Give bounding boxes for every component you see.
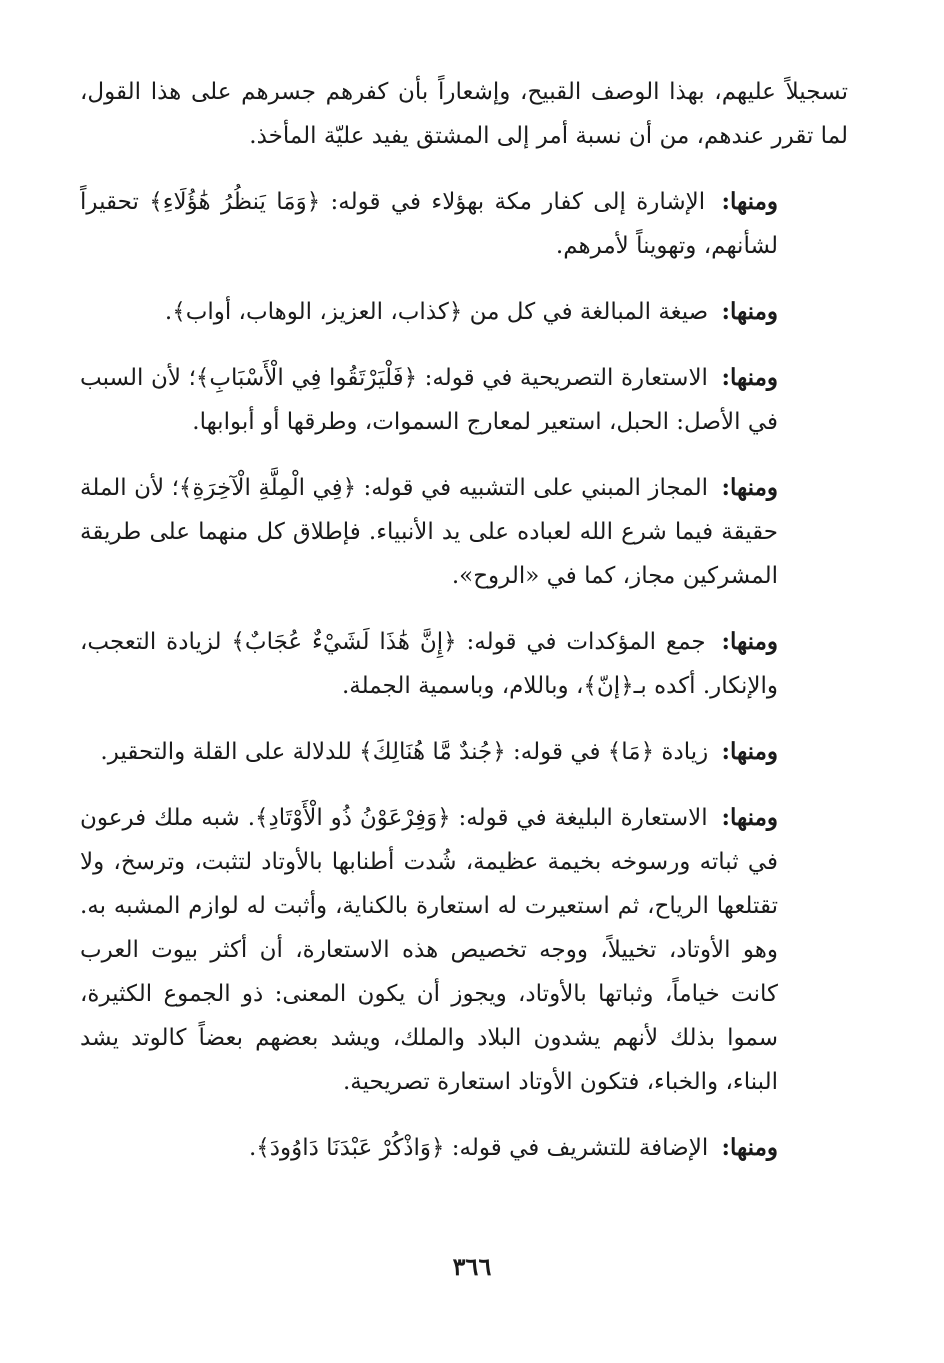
paragraph-text: جمع المؤكدات في قوله: ﴿إِنَّ هَٰذَا لَشَيْءٌ عُجَابٌ﴾ لزيادة التعجب، والإنكار. أكده بـ﴿إنّ﴾، وباللام، وباسمية الجملة. — [80, 629, 778, 699]
paragraph-lead: ومنها: — [721, 1134, 778, 1161]
paragraph-text: الإشارة إلى كفار مكة بهؤلاء في قوله: ﴿وَمَا يَنظُرُ هَٰؤُلَاءِ﴾ تحقيراً لشأنهم، وتهويناً لأمرهم. — [80, 189, 778, 259]
paragraph-intro — [80, 70, 848, 158]
paragraph-lead: ومنها: — [721, 628, 778, 655]
paragraph-metaphor-simile — [80, 466, 848, 598]
paragraph-text: تسجيلاً عليهم، بهذا الوصف القبيح، وإشعاراً بأن كفرهم جسرهم على هذا القول، لما تقرر عندهم، من أن نسبة أمر إلى المشتق يفيد عليّة المأخذ. — [80, 79, 848, 149]
paragraph-text: الاستعارة التصريحية في قوله: ﴿فَلْيَرْتَقُوا فِي الْأَسْبَابِ﴾؛ لأن السبب في الأصل: الحبل، استعير لمعارج السموات، وطرقها أو أبوابها. — [80, 365, 778, 435]
paragraph-demonstrative — [80, 180, 848, 268]
paragraph-lead: ومنها: — [721, 298, 778, 325]
page-number: ٣٦٦ — [452, 1252, 492, 1281]
paragraph-text: الاستعارة البليغة في قوله: ﴿وَفِرْعَوْنُ ذُو الْأَوْتَادِ﴾. شبه ملك فرعون في ثباته ورسوخه بخيمة عظيمة، شُدت أطنابها بالأوتاد لتثبت، وترسخ، ولا تقتلعها الرياح، ثم استعيرت له استعارة بالكناية، وأثبت له لوازم المشبه به. وهو الأوتاد، تخييلاً، ووجه تخصيص هذه الاستعارة، أن أكثر بيوت العرب كانت خياماً، وثباتها بالأوتاد، ويجوز أن يكون المعنى: ذو الجموع الكثيرة، سموا بذلك لأنهم يشدون البلاد والملك، ويشد بعضهم بعضاً كالوتد يشد البناء، والخباء، فتكون الأوتاد استعارة تصريحية. — [80, 805, 778, 1095]
paragraph-text: الإضافة للتشريف في قوله: ﴿وَاذْكُرْ عَبْدَنَا دَاوُودَ﴾. — [248, 1135, 709, 1161]
paragraph-emphasis — [80, 620, 848, 708]
paragraph-lead: ومنها: — [721, 188, 778, 215]
paragraph-text: المجاز المبني على التشبيه في قوله: ﴿فِي الْمِلَّةِ الْآخِرَةِ﴾؛ لأن الملة حقيقة فيما شرع الله لعباده على يد الأنبياء. فإطلاق كل منهما على طريقة المشركين مجاز، كما في «الروح». — [80, 475, 778, 589]
paragraph-lead: ومنها: — [721, 474, 779, 501]
paragraph-hyperbole — [80, 290, 848, 334]
paragraph-addition — [80, 730, 848, 774]
paragraph-text: زيادة ﴿مَا﴾ في قوله: ﴿جُندٌ مَّا هُنَالِكَ﴾ للدلالة على القلة والتحقير. — [100, 739, 709, 765]
paragraph-lead: ومنها: — [721, 738, 778, 765]
paragraph-eloquent-metaphor — [80, 796, 848, 1104]
paragraph-text: صيغة المبالغة في كل من ﴿كذاب، العزيز، الوهاب، أواب﴾. — [164, 299, 709, 325]
paragraph-explicit-metaphor — [80, 356, 848, 444]
paragraph-honorific — [80, 1126, 848, 1170]
paragraph-lead: ومنها: — [721, 364, 778, 391]
paragraph-lead: ومنها: — [721, 804, 778, 831]
